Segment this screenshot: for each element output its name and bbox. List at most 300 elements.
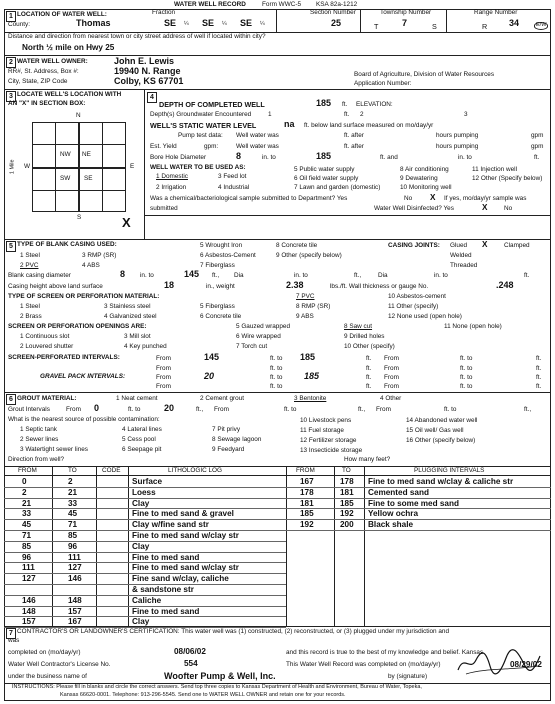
col-line bbox=[334, 466, 335, 626]
opening-item: 8 Saw cut bbox=[344, 323, 373, 330]
disinfected-label: Water Well Disinfected? Yes bbox=[374, 205, 454, 212]
col-header: LITHOLOGIC LOG bbox=[168, 467, 222, 474]
section-number: 3 bbox=[6, 91, 16, 102]
col-line bbox=[128, 466, 129, 626]
howmany-label: How many feet? bbox=[344, 456, 391, 463]
quarter-mark: ¼ bbox=[260, 21, 265, 27]
use-item: 1 Domestic bbox=[156, 173, 188, 180]
section-number: 7 bbox=[6, 628, 16, 639]
from-label: From bbox=[156, 383, 171, 390]
opening-item: 10 Other (specify) bbox=[344, 343, 395, 350]
bore-ft-and: ft. and bbox=[380, 154, 398, 161]
application-label: Application Number: bbox=[354, 80, 412, 87]
rule bbox=[4, 475, 551, 476]
rule bbox=[4, 55, 551, 56]
glued-label: Glued bbox=[450, 242, 468, 249]
screen-item: 9 ABS bbox=[296, 313, 314, 320]
east-label: E bbox=[130, 163, 135, 170]
col-header: TO bbox=[68, 467, 77, 474]
section-number: 5 bbox=[6, 241, 16, 252]
opening-item: 5 Gauzed wrapped bbox=[236, 323, 291, 330]
col-header: PLUGGING INTERVALS bbox=[414, 467, 485, 474]
casing-item: 8 Concrete tile bbox=[276, 242, 318, 249]
col-header: TO bbox=[342, 467, 351, 474]
gpm-label: gpm bbox=[531, 132, 544, 139]
log-description: Clay bbox=[132, 498, 150, 508]
col-line bbox=[286, 466, 287, 626]
fraction-value-1: SE bbox=[164, 18, 177, 28]
ft-to-label: ft. to bbox=[444, 406, 457, 413]
screen-item: 3 Stainless steel bbox=[104, 303, 151, 310]
signature-image bbox=[454, 648, 544, 678]
depth-label: DEPTH OF COMPLETED WELL bbox=[159, 100, 265, 109]
log-to: 2 bbox=[68, 477, 73, 486]
casing-label: TYPE OF BLANK CASING USED: bbox=[17, 241, 117, 248]
grout-item: 4 Other bbox=[380, 395, 402, 402]
contam-item: 11 Fuel storage bbox=[300, 427, 344, 434]
clamped-label: Clamped bbox=[504, 242, 530, 249]
grid-line bbox=[32, 167, 126, 169]
ft-to-label: ft. to bbox=[270, 355, 283, 362]
se-label: SE bbox=[84, 175, 93, 182]
water-well-record-form bbox=[4, 2, 551, 702]
form-title: WATER WELL RECORD bbox=[174, 1, 246, 8]
log-description: Caliche bbox=[132, 595, 162, 605]
ft-to-label: ft. to bbox=[270, 365, 283, 372]
grout-from: 0 bbox=[94, 403, 100, 413]
casing-item: 7 Fiberglass bbox=[200, 262, 235, 269]
contam-item: 13 Insecticide storage bbox=[300, 447, 363, 454]
gravel-label: GRAVEL PACK INTERVALS: bbox=[40, 373, 126, 380]
diameter-dia: Dia bbox=[378, 272, 388, 279]
contam-item: 1 Septic tank bbox=[20, 426, 57, 433]
plug-from: 181 bbox=[300, 498, 314, 508]
ft-label: ft. bbox=[366, 383, 372, 390]
locate-label-1: LOCATE WELL'S LOCATION WITH bbox=[17, 91, 122, 98]
rule bbox=[144, 215, 551, 216]
signature-label: by (signature) bbox=[388, 673, 428, 680]
elevation-label: ELEVATION: bbox=[356, 101, 393, 108]
ft-to-label: ft. to bbox=[284, 406, 297, 413]
log-to: 111 bbox=[68, 552, 81, 562]
col-line bbox=[52, 466, 53, 626]
from-label: From bbox=[214, 406, 229, 413]
use-item: 10 Monitoring well bbox=[400, 184, 452, 191]
ft-label: ft., bbox=[524, 406, 532, 413]
submitted-label: submitted bbox=[150, 205, 178, 212]
log-to: 146 bbox=[68, 574, 82, 584]
log-from: 127 bbox=[22, 574, 36, 584]
ft-to-label: ft. to bbox=[460, 365, 473, 372]
opening-item: 9 Drilled holes bbox=[344, 333, 385, 340]
section-number: 1 bbox=[6, 11, 16, 22]
from-label: From bbox=[66, 406, 81, 413]
grout-item: 3 Bentonite bbox=[294, 395, 327, 402]
grout-item: 1 Neat cement bbox=[116, 395, 158, 402]
intervals-label: SCREEN-PERFORATED INTERVALS: bbox=[8, 354, 120, 361]
use-item: 7 Lawn and garden (domestic) bbox=[294, 184, 381, 191]
locate-label-2: AN "X" IN SECTION BOX: bbox=[8, 100, 86, 107]
ft-label: ft., bbox=[358, 406, 366, 413]
log-from: 0 bbox=[22, 477, 27, 486]
hours-pumping: hours pumping bbox=[436, 143, 479, 150]
diameter-dia: Dia bbox=[234, 272, 244, 279]
casing-item: 5 Wrought Iron bbox=[200, 242, 243, 249]
plug-to: 185 bbox=[340, 498, 354, 508]
grout-item: 2 Cement grout bbox=[200, 395, 245, 402]
log-description: Surface bbox=[132, 477, 163, 486]
log-from: 96 bbox=[22, 552, 32, 562]
divider bbox=[446, 9, 447, 32]
log-to: 127 bbox=[68, 563, 82, 573]
screen-item: 12 None used (open hole) bbox=[388, 313, 462, 320]
plug-to: 200 bbox=[340, 520, 354, 530]
openings-label: SCREEN OR PERFORATION OPENINGS ARE: bbox=[8, 323, 147, 330]
log-to: 33 bbox=[68, 498, 78, 508]
use-item: 12 Other (Specify below) bbox=[472, 175, 543, 182]
contam-item: 15 Oil well/ Gas well bbox=[406, 427, 464, 434]
bore-in: in. to bbox=[262, 154, 276, 161]
depth-ft: ft. bbox=[342, 101, 348, 108]
rule bbox=[4, 89, 551, 90]
sample-x: X bbox=[430, 193, 436, 202]
col-header: FROM bbox=[296, 467, 315, 474]
mile-label: 1 Mile bbox=[9, 159, 16, 175]
from-label: From bbox=[384, 355, 399, 362]
gravel-to: 185 bbox=[304, 371, 320, 381]
contam-item: 7 Pit privy bbox=[212, 426, 241, 433]
plug-from: 167 bbox=[300, 477, 314, 486]
static-value: na bbox=[284, 119, 295, 129]
ft-to-label: ft. to bbox=[460, 383, 473, 390]
height-value: 18 bbox=[164, 280, 175, 290]
well-water-was: Well water was bbox=[236, 143, 279, 150]
section-number: 4 bbox=[147, 92, 157, 103]
casing-item: 6 Asbestos-Cement bbox=[200, 252, 256, 259]
completed-label: completed on (mo/day/yr) bbox=[8, 649, 81, 656]
plug-description: Cemented sand bbox=[368, 487, 429, 497]
business-label: under the business name of bbox=[8, 673, 87, 680]
log-from: 148 bbox=[22, 606, 36, 616]
weight-label: lbs./ft. Wall thickness or gauge No. bbox=[330, 283, 429, 290]
col-header: CODE bbox=[102, 467, 121, 474]
opening-item: 6 Wire wrapped bbox=[236, 333, 281, 340]
from-label: From bbox=[384, 365, 399, 372]
completed-value: 08/06/02 bbox=[174, 647, 206, 656]
casing-item: 3 RMP (SR) bbox=[82, 252, 117, 259]
opening-item: 4 Key punched bbox=[124, 343, 167, 350]
grout-label: GROUT MATERIAL: bbox=[17, 395, 77, 402]
fraction-value-2: SE bbox=[202, 18, 215, 28]
log-description: Clay bbox=[132, 541, 150, 551]
screen-item: 6 Concrete tile bbox=[200, 313, 242, 320]
log-from: 21 bbox=[22, 498, 32, 508]
use-label: WELL WATER TO BE USED AS: bbox=[150, 164, 246, 171]
casing-item: 1 Steel bbox=[20, 252, 40, 259]
rule bbox=[4, 392, 551, 393]
owner-label: WATER WELL OWNER: bbox=[17, 58, 88, 65]
opening-item: 2 Louvered shutter bbox=[20, 343, 74, 350]
contam-item: 6 Seepage pit bbox=[122, 446, 162, 453]
instructions-2: Kansas 66620-0001. Telephone: 913-296-5545. Send one to WATER WELL OWNER and retain one for your records. bbox=[60, 692, 346, 698]
contam-item: 14 Abandoned water well bbox=[406, 417, 478, 424]
cert-text-2: was bbox=[8, 637, 20, 644]
record-date: 08/29/02 bbox=[510, 660, 542, 669]
ft-label: ft., bbox=[354, 272, 362, 279]
section-label: Section Number bbox=[310, 9, 356, 16]
diameter-ft: ft., bbox=[212, 272, 220, 279]
city-value: Colby, KS 67701 bbox=[114, 76, 184, 86]
ft-to-label: ft. to bbox=[460, 374, 473, 381]
log-description: Fine to med sand bbox=[132, 552, 200, 562]
log-to: 157 bbox=[68, 606, 82, 616]
divider bbox=[360, 9, 361, 32]
opening-item: 7 Torch cut bbox=[236, 343, 268, 350]
log-description: Fine to med sand & gravel bbox=[132, 509, 234, 519]
plug-from: 192 bbox=[300, 520, 314, 530]
quarter-mark: ¼ bbox=[222, 21, 227, 27]
screen-item: 5 Fiberglass bbox=[200, 303, 235, 310]
rule bbox=[4, 239, 551, 240]
gw-3: 3 bbox=[464, 111, 468, 118]
ksa-number: KSA 82a-1212 bbox=[316, 1, 358, 8]
use-item: 11 Injection well bbox=[472, 166, 517, 173]
diameter-label: Blank casing diameter bbox=[8, 272, 71, 279]
from-label: From bbox=[384, 374, 399, 381]
range-r: R bbox=[482, 22, 488, 31]
log-description: Fine to med sand w/clay str bbox=[132, 531, 239, 540]
contam-item: 10 Livestock pens bbox=[300, 417, 352, 424]
fraction-label: Fraction bbox=[152, 9, 176, 16]
bore-value: 8 bbox=[236, 151, 242, 161]
use-item: 2 Irrigation bbox=[156, 184, 187, 191]
log-from: 146 bbox=[22, 595, 36, 605]
log-description: Clay bbox=[132, 617, 150, 627]
static-rest: ft. below land surface measured on mo/day/yr bbox=[304, 122, 434, 129]
board-label: Board of Agriculture, Division of Water Resources bbox=[354, 71, 495, 78]
south-label: S bbox=[77, 214, 82, 221]
height-label: Casing height above land surface bbox=[8, 283, 103, 290]
from-label: From bbox=[376, 406, 391, 413]
ew-mark: E/W bbox=[536, 22, 547, 28]
log-from: 45 bbox=[22, 520, 32, 530]
plug-from: 178 bbox=[300, 487, 314, 497]
screen-item: 8 RMP (SR) bbox=[296, 303, 331, 310]
use-item: 6 Oil field water supply bbox=[294, 175, 359, 182]
location-label: LOCATION OF WATER WELL: bbox=[17, 11, 107, 18]
log-to: 148 bbox=[68, 595, 82, 605]
plug-to: 192 bbox=[340, 509, 354, 519]
casing-item: 4 ABS bbox=[82, 262, 100, 269]
weight-value: 2.38 bbox=[286, 280, 304, 290]
log-description: Fine to med sand w/clay str bbox=[132, 563, 239, 573]
fraction-value-3: SE bbox=[240, 18, 253, 28]
city-label: City, State, ZIP Code bbox=[8, 78, 68, 85]
log-to: 85 bbox=[68, 531, 78, 540]
in-to: in. to bbox=[294, 272, 308, 279]
screen-to: 185 bbox=[300, 352, 316, 362]
depth-value: 185 bbox=[316, 98, 332, 108]
contam-item: 8 Sewage lagoon bbox=[212, 436, 262, 443]
ft-label: ft. bbox=[536, 355, 542, 362]
contam-item: 16 Other (specify below) bbox=[406, 437, 476, 444]
disinfected-no: No bbox=[504, 205, 513, 212]
from-label: From bbox=[156, 355, 171, 362]
from-label: From bbox=[156, 365, 171, 372]
ft-label: ft. bbox=[366, 374, 372, 381]
pump-label: Pump test data: bbox=[178, 132, 223, 139]
contam-item: 12 Fertilizer storage bbox=[300, 437, 357, 444]
nw-label: NW bbox=[60, 151, 71, 158]
bore-ft2: ft. bbox=[534, 154, 540, 161]
township-label: Township Number bbox=[380, 9, 432, 16]
col-line bbox=[364, 466, 365, 626]
divider bbox=[276, 9, 277, 32]
well-water-was: Well water was bbox=[236, 132, 279, 139]
row-line bbox=[286, 530, 551, 531]
cert-text-1: CONTRACTOR'S OR LANDOWNER'S CERTIFICATION: This water well was (1) constructed, (2) reconstructed, or (3) plugged under my jurisdiction and bbox=[17, 628, 450, 635]
gw-1: 1 bbox=[268, 111, 272, 118]
glued-x: X bbox=[482, 240, 488, 249]
from-label: From bbox=[156, 374, 171, 381]
sample-no: No bbox=[404, 195, 413, 202]
record-label: This Water Well Record was completed on (mo/day/yr) bbox=[286, 661, 441, 668]
casing-joints-label: CASING JOINTS: bbox=[388, 242, 440, 249]
row-line bbox=[286, 508, 551, 509]
ft-to-label: ft. to bbox=[460, 355, 473, 362]
yield-gpm: gpm: bbox=[204, 143, 219, 150]
plug-description: Fine to some med sand bbox=[368, 498, 459, 508]
ft-label: ft. bbox=[536, 365, 542, 372]
use-item: 8 Air conditioning bbox=[400, 166, 449, 173]
gravel-from: 20 bbox=[204, 371, 215, 381]
screen-item: 7 PVC bbox=[296, 293, 315, 300]
log-from: 33 bbox=[22, 509, 32, 519]
plug-description: Fine to med sand w/clay & caliche str bbox=[368, 477, 514, 486]
screen-item: 2 Brass bbox=[20, 313, 42, 320]
form-number: Form WWC-5 bbox=[262, 1, 302, 8]
opening-item: 11 None (open hole) bbox=[444, 323, 502, 330]
log-to: 167 bbox=[68, 617, 82, 627]
ft-label: ft. bbox=[366, 365, 372, 372]
static-label: WELL'S STATIC WATER LEVEL bbox=[150, 121, 257, 130]
diameter-in: in. to bbox=[140, 272, 154, 279]
opening-item: 3 Mill slot bbox=[124, 333, 151, 340]
grid-line bbox=[32, 144, 126, 145]
diameter-to: 145 bbox=[184, 269, 200, 279]
use-item: 5 Public water supply bbox=[294, 166, 355, 173]
cert-text-3: and this record is true to the best of my knowledge and belief. Kansas bbox=[286, 649, 484, 656]
license-label: Water Well Contractor's License No. bbox=[8, 661, 111, 668]
screen-from: 145 bbox=[204, 352, 220, 362]
ft-to-label: ft. to bbox=[128, 406, 141, 413]
ft-label: ft. bbox=[524, 272, 530, 279]
grout-intervals-label: Grout Intervals bbox=[8, 406, 50, 413]
log-description: Fine sand w/clay, caliche bbox=[132, 574, 229, 584]
quarter-mark: ¼ bbox=[184, 21, 189, 27]
contam-item: 4 Lateral lines bbox=[122, 426, 162, 433]
ft-to-label: ft. to bbox=[270, 383, 283, 390]
bore-label: Bore Hole Diameter bbox=[150, 154, 207, 161]
county-label: County: bbox=[8, 21, 31, 28]
divider bbox=[144, 89, 145, 239]
use-item: 3 Feed lot bbox=[218, 173, 247, 180]
use-item: 4 Industrial bbox=[218, 184, 250, 191]
address-label: RR#, St. Address, Box #: bbox=[8, 68, 79, 75]
plug-description: Black shale bbox=[368, 520, 414, 530]
plug-description: Yellow ochra bbox=[368, 509, 419, 519]
height-in: in., weight bbox=[206, 283, 235, 290]
distance-label: Distance and direction from nearest town or city street address of well if located within city? bbox=[8, 33, 266, 40]
ft-after: ft. after bbox=[344, 132, 364, 139]
diameter-value: 8 bbox=[120, 269, 126, 279]
log-to: 71 bbox=[68, 520, 78, 530]
county-value: Thomas bbox=[76, 18, 111, 28]
gw-ft: ft. bbox=[344, 111, 350, 118]
grout-to: 20 bbox=[164, 403, 175, 413]
casing-item: 9 Other (specify below) bbox=[276, 252, 342, 259]
log-description: Loess bbox=[132, 487, 156, 497]
township-t: T bbox=[374, 22, 379, 31]
log-to: 45 bbox=[68, 509, 78, 519]
section-value: 25 bbox=[331, 18, 342, 28]
opening-item: 1 Continuous slot bbox=[20, 333, 70, 340]
grid-line bbox=[32, 190, 126, 191]
plug-to: 178 bbox=[340, 477, 354, 486]
threaded-label: Threaded bbox=[450, 262, 478, 269]
screen-label: TYPE OF SCREEN OR PERFORATION MATERIAL: bbox=[8, 293, 160, 300]
col-header: FROM bbox=[18, 467, 37, 474]
contamination-label: What is the nearest source of possible contamination: bbox=[8, 416, 160, 423]
col-line bbox=[96, 466, 97, 626]
license-value: 554 bbox=[184, 659, 198, 668]
hours-pumping: hours pumping bbox=[436, 132, 479, 139]
row-line bbox=[286, 519, 551, 520]
ft-label: ft. bbox=[536, 374, 542, 381]
log-to: 96 bbox=[68, 541, 78, 551]
gw-2: 2 bbox=[360, 111, 364, 118]
contam-item: 9 Feedyard bbox=[212, 446, 245, 453]
log-description: & sandstone str bbox=[132, 585, 194, 594]
log-from: 85 bbox=[22, 541, 32, 551]
sample-question: Was a chemical/bacteriological sample submitted to Department? Yes bbox=[150, 195, 348, 202]
ft-label: ft., bbox=[196, 406, 204, 413]
plug-to: 181 bbox=[340, 487, 354, 497]
gw-label: Depth(s) Groundwater Encountered bbox=[150, 111, 252, 118]
contam-item: 2 Sewer lines bbox=[20, 436, 59, 443]
yield-label: Est. Yield bbox=[150, 143, 177, 150]
screen-item: 10 Asbestos-cement bbox=[388, 293, 446, 300]
wall-value: .248 bbox=[496, 280, 514, 290]
township-value: 7 bbox=[402, 18, 408, 28]
sample-rest: If yes, mo/day/yr sample was bbox=[444, 195, 527, 202]
disinfected-x: X bbox=[482, 203, 488, 212]
log-from: 71 bbox=[22, 531, 32, 540]
rule bbox=[4, 626, 551, 627]
casing-item: 2 PVC bbox=[20, 262, 39, 269]
contam-item: 3 Watertight sewer lines bbox=[20, 446, 88, 453]
use-item: 9 Dewatering bbox=[400, 175, 438, 182]
log-description: Fine to med sand bbox=[132, 606, 200, 616]
section-number: 2 bbox=[6, 57, 16, 68]
screen-item: 4 Galvanized steel bbox=[104, 313, 157, 320]
in-to: in. to bbox=[434, 272, 448, 279]
instructions-1: INSTRUCTIONS: Please fill in blanks and circle the correct answers. Send top three copies to Kansas Department of Health and Environment, Bureau of Water, Topeka, bbox=[12, 684, 422, 690]
township-s: S bbox=[432, 22, 437, 31]
section-number: 6 bbox=[6, 394, 16, 405]
gpm-label: gpm bbox=[531, 143, 544, 150]
north-label: N bbox=[76, 112, 81, 119]
